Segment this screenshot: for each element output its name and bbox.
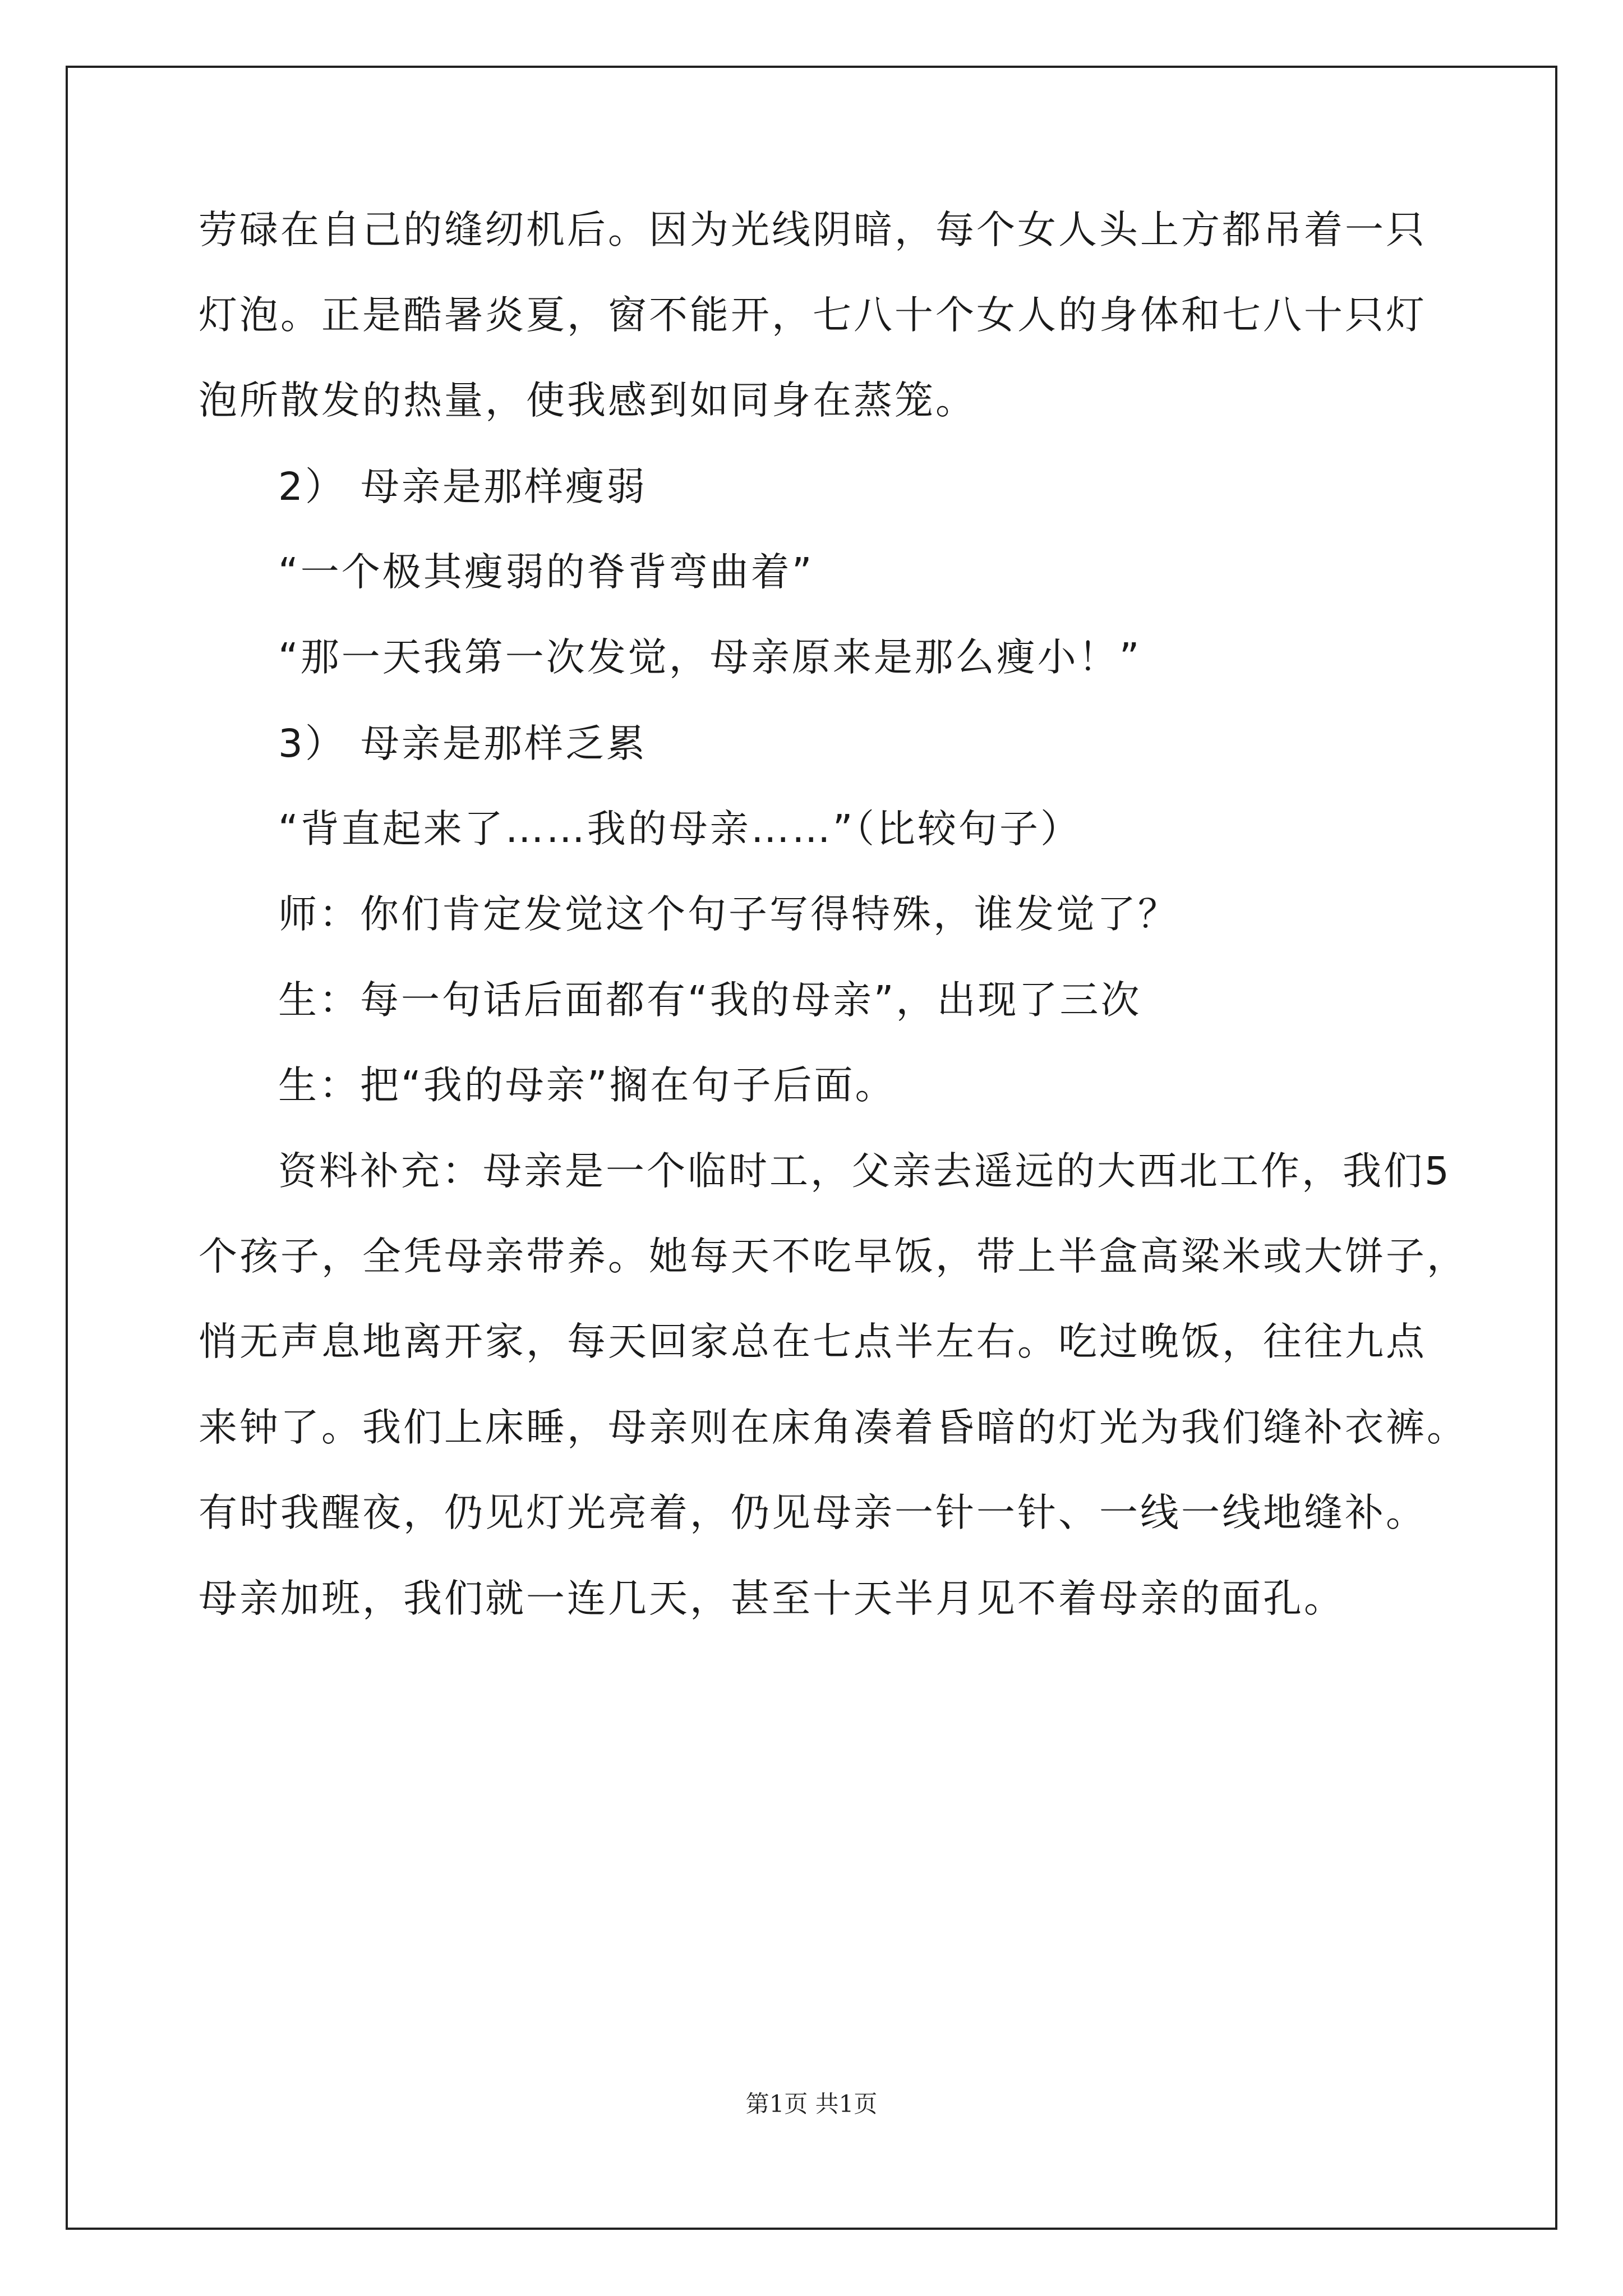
dialogue-line: 生：每一句话后面都有“我的母亲”，出现了三次 — [278, 978, 1142, 1023]
dialogue-line: 师：你们肯定发觉这个句子写得特殊，谁发觉了？ — [278, 892, 1179, 937]
quote-line: “背直起来了……我的母亲……”（比较句子） — [278, 807, 1081, 852]
text-line: 灯泡。正是酷暑炎夏，窗不能开，七八十个女人的身体和七八十只灯 — [199, 293, 1427, 338]
page-number: 第1页 共1页 — [745, 2090, 878, 2118]
paragraph-line: 悄无声息地离开家，每天回家总在七点半左右。吃过晚饭，往往九点 — [199, 1319, 1427, 1364]
section-heading: 2） 母亲是那样瘦弱 — [278, 464, 647, 509]
paragraph-line: 母亲加班，我们就一连几天，甚至十天半月见不着母亲的面孔。 — [199, 1576, 1345, 1621]
text-line: 泡所散发的热量，使我感到如同身在蒸笼。 — [199, 378, 976, 423]
section-heading: 3） 母亲是那样乏累 — [278, 721, 647, 766]
text-line: 劳碌在自己的缝纫机后。因为光线阴暗，每个女人头上方都吊着一只 — [199, 208, 1427, 252]
paragraph-line: 来钟了。我们上床睡，母亲则在床角凑着昏暗的灯光为我们缝补衣裤。 — [199, 1405, 1468, 1450]
paragraph-line: 有时我醒夜，仍见灯光亮着，仍见母亲一针一针、一线一线地缝补。 — [199, 1490, 1427, 1535]
paragraph-line: 资料补充：母亲是一个临时工，父亲去遥远的大西北工作，我们5 — [278, 1149, 1451, 1194]
paragraph-line: 个孩子，全凭母亲带养。她每天不吃早饭，带上半盒高粱米或大饼子， — [199, 1234, 1468, 1279]
quote-line: “那一天我第一次发觉，母亲原来是那么瘦小！” — [278, 635, 1142, 680]
quote-line: “一个极其瘦弱的脊背弯曲着” — [278, 550, 814, 595]
dialogue-line: 生：把“我的母亲”搁在句子后面。 — [278, 1063, 896, 1108]
